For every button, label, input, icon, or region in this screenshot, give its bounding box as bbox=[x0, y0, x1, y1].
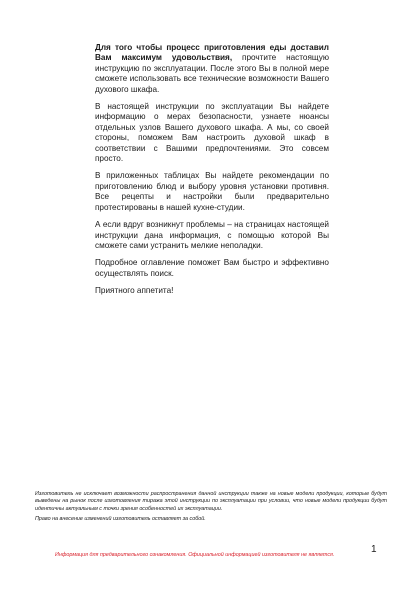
paragraph-troubleshooting: А если вдруг возникнут проблемы – на страницах настоящей инструкции дана информация, с помощью которой Вы сможете сами устранить мелкие неполадки. bbox=[95, 220, 329, 250]
paragraph-tables: В приложенных таблицах Вы найдете рекомендации по приготовлению блюд и выбору уровня установки противня. Все рецепты и настройки были предварительно протестированы в нашей кухне-студии. bbox=[95, 171, 329, 212]
intro-lead: Для того чтобы процесс приготовления еды доставил Вам максимум удовольствия, bbox=[95, 43, 329, 63]
intro-rest: прочтите настоящую инструкцию по эксплуатации. После этого Вы в полной мере сможете использовать все технические возможности Вашего духового шкафа. bbox=[95, 53, 329, 94]
disclaimer-distribution: Изготовитель не исключает возможности распространения данной инструкции также на новые модели продукции, которые будут выведены на рынок после изготовления тиража этой инструкции по эксплуатации при условии, что новые модели продукции будут идентичны актуальным с точки зрения особенностей их эксплуатации. bbox=[35, 491, 387, 512]
intro-paragraph bbox=[95, 43, 329, 95]
paragraph-contents: Подробное оглавление поможет Вам быстро и эффективно осуществлять поиск. bbox=[95, 258, 329, 278]
main-text bbox=[95, 43, 329, 304]
page-number: 1 bbox=[371, 544, 377, 555]
paragraph-closing: Приятного аппетита! bbox=[95, 286, 174, 296]
disclaimer bbox=[35, 491, 387, 527]
disclaimer-changes: Право на внесение изменений изготовитель оставляет за собой. bbox=[35, 516, 206, 523]
preliminary-info-note: Информация для предварительного ознакомления. Официальной информацией изготовителя не является. bbox=[55, 552, 335, 558]
paragraph-safety: В настоящей инструкции по эксплуатации Вы найдете информацию о мерах безопасности, узнаете нюансы отдельных узлов Вашего духового шкафа. А мы, со своей стороны, поможем Вам настроить духовой шкаф в соответствии с Вашими предпочтениями. Это совсем просто. bbox=[95, 102, 329, 164]
